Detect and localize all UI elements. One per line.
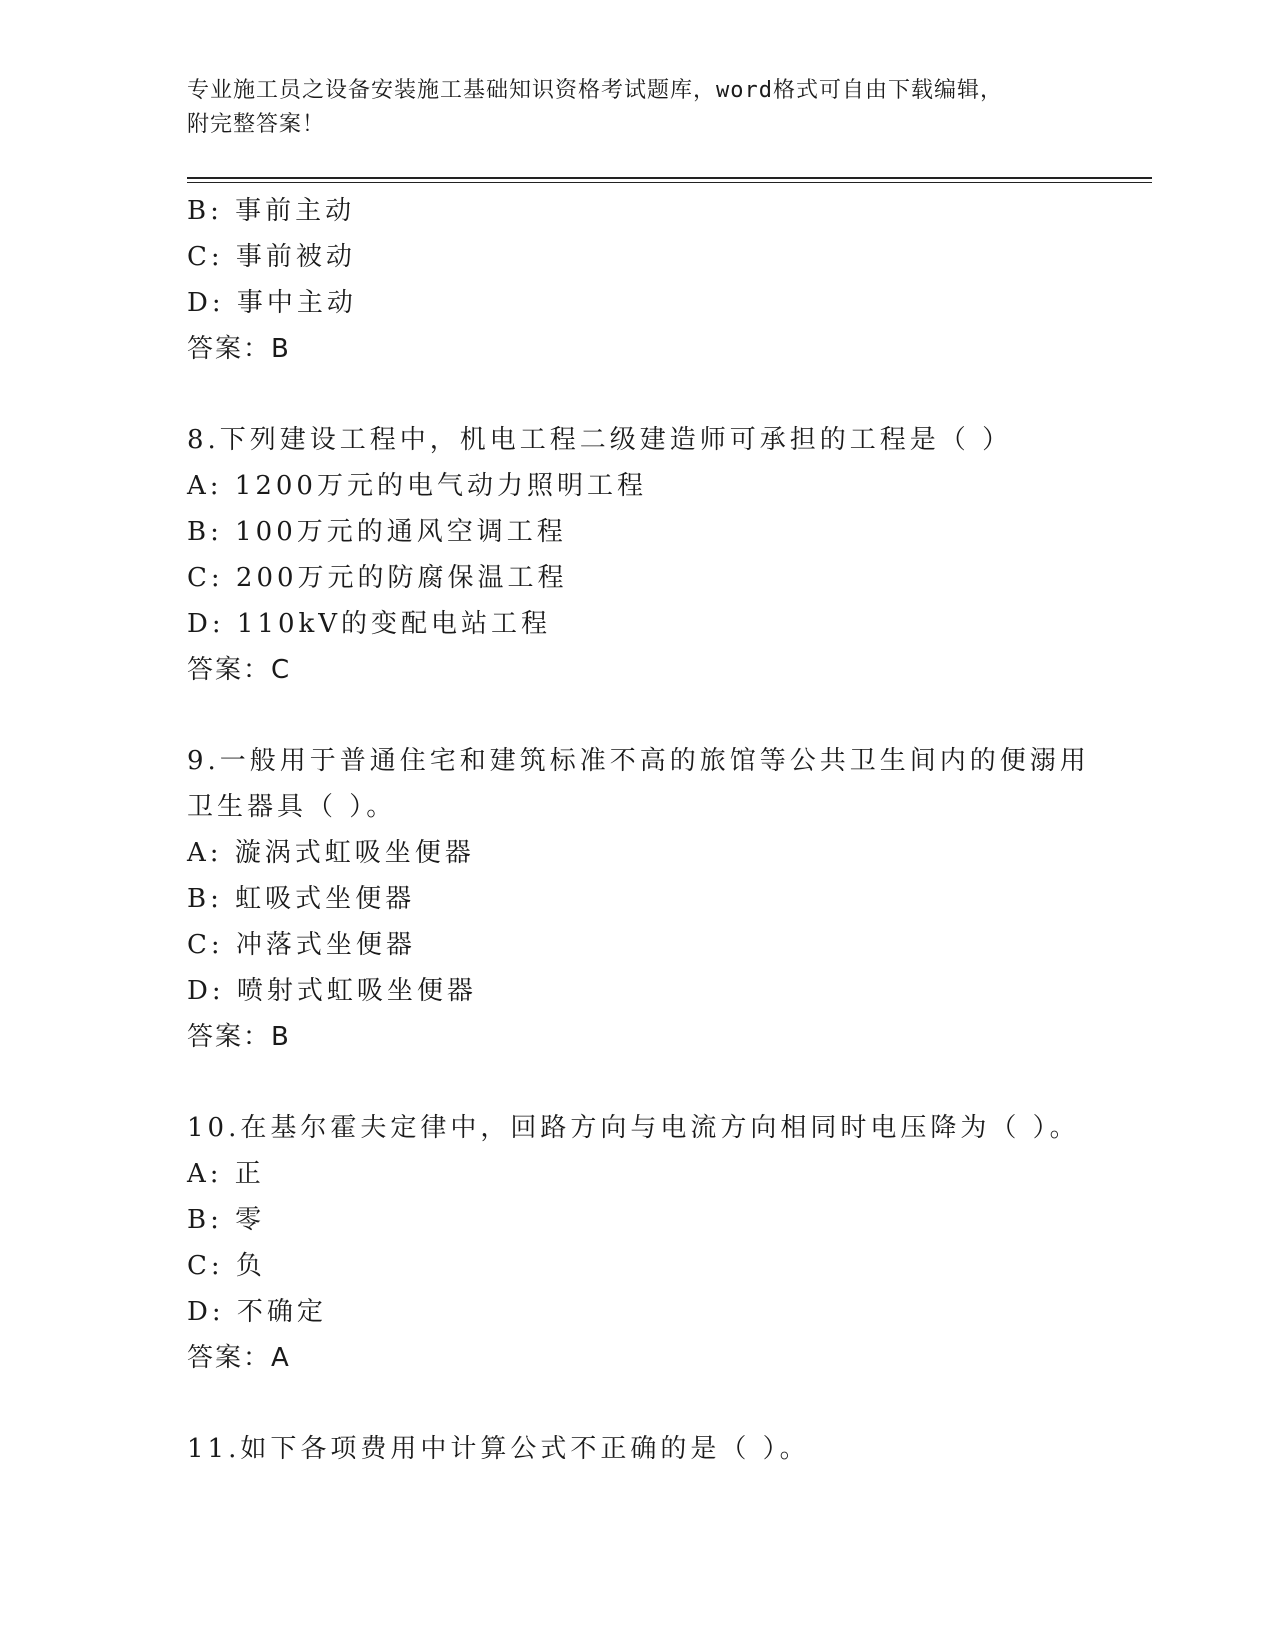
option-a: A: 漩涡式虹吸坐便器 (187, 838, 475, 868)
answer-line: 答案：B (187, 334, 291, 364)
question-block-7 (187, 188, 1147, 372)
answer-line: 答案：B (187, 1022, 291, 1052)
option-d: D: 事中主动 (187, 288, 357, 318)
option-c: C: 事前被动 (187, 242, 356, 272)
option-b: B: 100万元的通风空调工程 (187, 517, 567, 547)
option-b: B: 事前主动 (187, 196, 356, 226)
question-text-line-2: 卫生器具（ ）。 (187, 792, 397, 822)
answer-line: 答案：C (187, 655, 292, 685)
option-c: C: 200万元的防腐保温工程 (187, 563, 568, 593)
question-block-8 (187, 417, 1147, 693)
question-block-9 (187, 738, 1147, 1060)
question-block-10 (187, 1105, 1147, 1381)
option-d: D: 不确定 (187, 1297, 327, 1327)
question-list (187, 188, 1147, 1472)
option-b: B: 零 (187, 1205, 266, 1235)
question-block-11 (187, 1426, 1147, 1472)
question-text: 10.在基尔霍夫定律中，回路方向与电流方向相同时电压降为（ ）。 (187, 1113, 1080, 1143)
answer-line: 答案：A (187, 1343, 291, 1373)
header-divider-thick (187, 177, 1152, 179)
question-text: 11.如下各项费用中计算公式不正确的是（ ）。 (187, 1434, 810, 1464)
option-c: C: 负 (187, 1251, 266, 1281)
header-line-2: 附完整答案！ (187, 112, 326, 137)
header-line-1: 专业施工员之设备安装施工基础知识资格考试题库，word格式可自由下载编辑， (187, 78, 1003, 103)
question-text-line-1: 9.一般用于普通住宅和建筑标准不高的旅馆等公共卫生间内的便溺用 (187, 746, 1090, 776)
question-text: 8.下列建设工程中，机电工程二级建造师可承担的工程是（ ） (187, 425, 1013, 455)
option-d: D: 110kV的变配电站工程 (187, 609, 552, 639)
document-header (187, 74, 1067, 142)
option-d: D: 喷射式虹吸坐便器 (187, 976, 477, 1006)
option-a: A: 正 (187, 1159, 265, 1189)
header-divider-thin (187, 182, 1152, 183)
option-c: C: 冲落式坐便器 (187, 930, 416, 960)
option-b: B: 虹吸式坐便器 (187, 884, 416, 914)
option-a: A: 1200万元的电气动力照明工程 (187, 471, 647, 501)
